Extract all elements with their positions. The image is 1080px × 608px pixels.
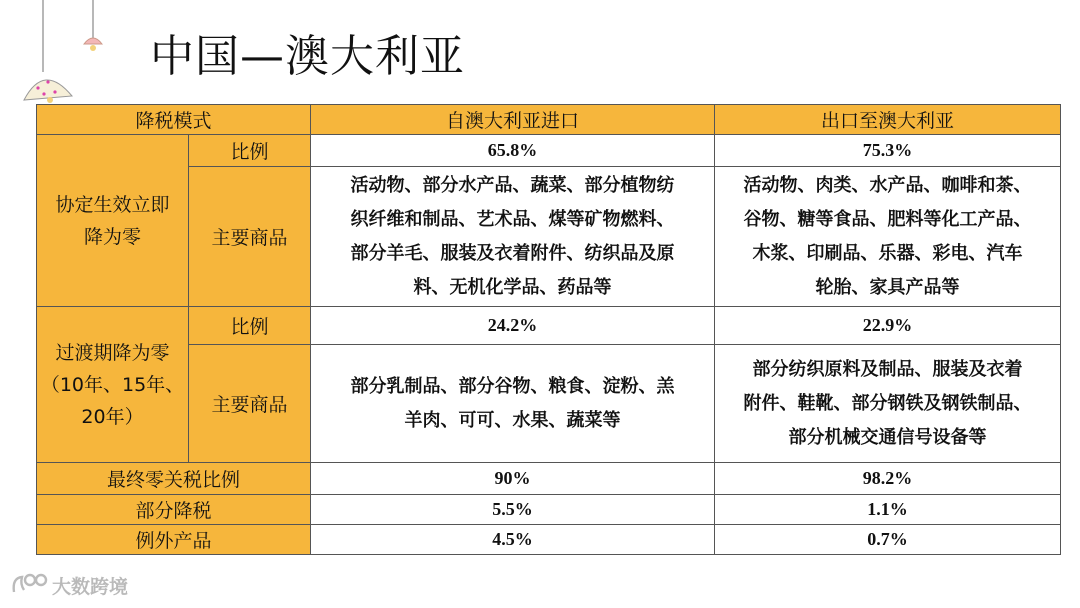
table-row bbox=[37, 495, 1061, 525]
goods-line: 木浆、印刷品、乐器、彩电、汽车 bbox=[752, 242, 1023, 264]
transition-ratio-import: 24.2% bbox=[311, 307, 715, 345]
goods-line: 附件、鞋靴、部分钢铁及钢铁制品、 bbox=[743, 392, 1032, 414]
header-export: 出口至澳大利亚 bbox=[715, 105, 1061, 135]
goods-line: 轮胎、家具产品等 bbox=[815, 276, 960, 298]
immediate-label-line2: 降为零 bbox=[83, 225, 141, 248]
goods-line: 谷物、糖等食品、肥料等化工产品、 bbox=[743, 208, 1032, 230]
immediate-goods-label: 主要商品 bbox=[189, 167, 311, 307]
goods-line: 料、无机化学品、药品等 bbox=[413, 276, 612, 298]
partial-export: 1.1% bbox=[715, 495, 1061, 525]
partial-label: 部分降税 bbox=[37, 495, 311, 525]
transition-ratio-export: 22.9% bbox=[715, 307, 1061, 345]
exception-export: 0.7% bbox=[715, 525, 1061, 555]
transition-goods-export bbox=[715, 345, 1061, 463]
final-import: 90% bbox=[311, 463, 715, 495]
table-header-row bbox=[37, 105, 1061, 135]
transition-label-line1: 过渡期降为零 bbox=[55, 341, 170, 364]
immediate-zero-label bbox=[37, 135, 189, 307]
table-row bbox=[37, 167, 1061, 307]
watermark-icon bbox=[10, 572, 48, 598]
table-row bbox=[37, 463, 1061, 495]
immediate-goods-import bbox=[311, 167, 715, 307]
transition-label-line3: 20年） bbox=[81, 405, 144, 428]
table-row bbox=[37, 345, 1061, 463]
exception-label: 例外产品 bbox=[37, 525, 311, 555]
header-mode: 降税模式 bbox=[37, 105, 311, 135]
goods-line: 部分羊毛、服装及衣着附件、纺织品及原 bbox=[350, 242, 675, 264]
goods-line: 部分乳制品、部分谷物、粮食、淀粉、羔 bbox=[350, 375, 675, 397]
transition-zero-label bbox=[37, 307, 189, 463]
goods-line: 织纤维和制品、艺术品、煤等矿物燃料、 bbox=[350, 208, 675, 230]
transition-goods-label: 主要商品 bbox=[189, 345, 311, 463]
watermark-logo bbox=[10, 568, 128, 602]
goods-line: 部分机械交通信号设备等 bbox=[788, 426, 987, 448]
final-zero-label: 最终零关税比例 bbox=[37, 463, 311, 495]
watermark-text: 大数跨境 bbox=[52, 575, 129, 598]
hanging-lamp-decoration bbox=[0, 0, 120, 110]
goods-line: 部分纺织原料及制品、服装及衣着 bbox=[752, 358, 1023, 380]
exception-import: 4.5% bbox=[311, 525, 715, 555]
transition-ratio-label: 比例 bbox=[189, 307, 311, 345]
page-title: 中国—澳大利亚 bbox=[150, 31, 465, 82]
goods-line: 活动物、肉类、水产品、咖啡和茶、 bbox=[743, 174, 1032, 196]
immediate-ratio-label: 比例 bbox=[189, 135, 311, 167]
immediate-ratio-import: 65.8% bbox=[311, 135, 715, 167]
transition-goods-import bbox=[311, 345, 715, 463]
immediate-label-line1: 协定生效立即 bbox=[55, 193, 170, 216]
partial-import: 5.5% bbox=[311, 495, 715, 525]
table-row bbox=[37, 525, 1061, 555]
table-row bbox=[37, 135, 1061, 167]
goods-line: 活动物、部分水产品、蔬菜、部分植物纺 bbox=[350, 174, 675, 196]
final-export: 98.2% bbox=[715, 463, 1061, 495]
table-row bbox=[37, 307, 1061, 345]
immediate-ratio-export: 75.3% bbox=[715, 135, 1061, 167]
tariff-table bbox=[36, 104, 1061, 555]
header-import: 自澳大利亚进口 bbox=[311, 105, 715, 135]
immediate-goods-export bbox=[715, 167, 1061, 307]
transition-label-line2: （10年、15年、 bbox=[40, 373, 185, 396]
goods-line: 羊肉、可可、水果、蔬菜等 bbox=[404, 409, 621, 431]
